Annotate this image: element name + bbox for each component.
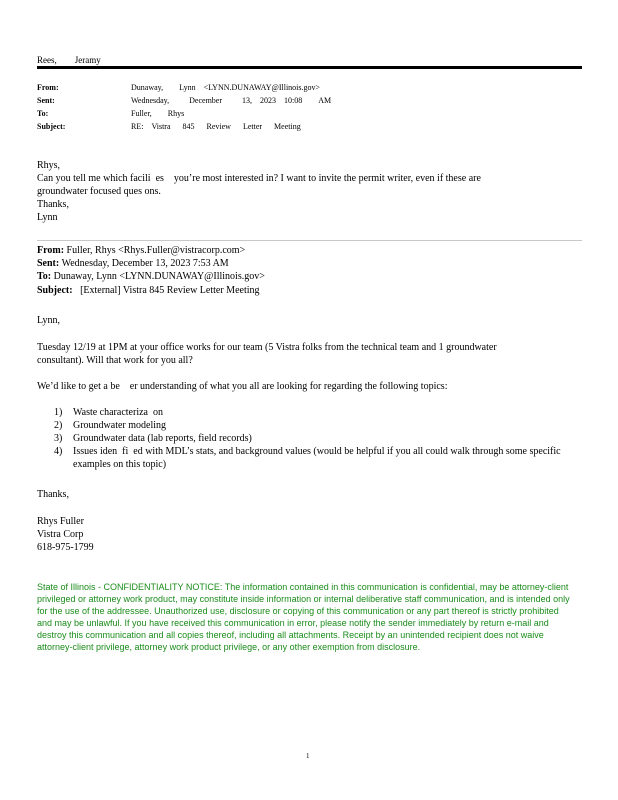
fw-subject-label: Subject: [37,285,73,296]
subject-value: RE: Vistra 845 Review Letter Meeting [131,122,301,131]
fw-signature-phone: 618-975-1799 [37,542,94,553]
confidentiality-notice: State of Illinois - CONFIDENTIALITY NOTICE: The information contained in this communication is confidential, may be attorney-client privileged or attorney work product, may constitute inside information or internal deliberative staff communication, and is intended only for the use of the addressee. Unauthorized use, disclosure or copying of this communication or any part thereof is strictly prohibited and may be unlawful. If you have received this communication in error, please notify the sender immediately by return e-mail and destroy this communication and all copies thereof, including all attachments. Receipt by an unintended recipient does not waive attorney-client privilege, attorney work product privilege, or any other exemption from disclosure. [37,582,570,652]
list-item-number: 2) [54,420,63,431]
quoted-separator [37,240,582,241]
subject-label: Subject: [37,122,66,131]
reply-signature: Lynn [37,212,58,223]
list-item [54,432,573,445]
fw-sent-label: Sent: [37,258,60,269]
list-item [54,445,573,471]
fw-paragraph-2: We’d like to get a be er understanding of what you all are looking for regarding the following topics: [37,381,448,392]
fw-from-label: From: [37,245,65,256]
to-value: Fuller, Rhys [131,109,185,118]
page-number: 1 [306,752,310,760]
list-item-number: 4) [54,446,63,457]
sent-label: Sent: [37,96,55,105]
sent-value: Wednesday, December 13, 2023 10:08 AM [131,96,332,105]
from-value: Dunaway, Lynn <LYNN.DUNAWAY@Illinois.gov> [131,83,321,92]
list-item-text: Issues iden fi ed with MDL’s stats, and background values (would be helpful if you all could walk through some specific examples on this topic) [73,446,561,470]
mailbox-owner-name: Rees, Jeramy [37,55,101,65]
list-item-text: Groundwater modeling [73,420,167,431]
list-item [54,419,573,432]
list-item-text: Waste characteriza on [73,407,163,418]
fw-greeting: Lynn, [37,315,61,326]
list-item-text: Groundwater data (lab reports, field records) [73,433,252,444]
fw-subject-value: [External] Vistra 845 Review Letter Meeting [80,285,260,296]
list-item [54,406,573,419]
fw-to-label: To: [37,271,52,282]
to-label: To: [37,109,49,118]
from-label: From: [37,83,59,92]
fw-signature-name: Rhys Fuller [37,516,84,527]
topics-list [54,406,573,471]
fw-signature-block [37,515,94,554]
fw-para1-line2: consultant). Will that work for you all? [37,355,193,366]
header-rule [37,66,582,69]
fw-to-value: Dunaway, Lynn <LYNN.DUNAWAY@Illinois.gov> [53,271,265,282]
fw-from-value: Fuller, Rhys <Rhys.Fuller@vistracorp.com> [66,245,246,256]
fw-thanks: Thanks, [37,489,69,500]
reply-thanks: Thanks, [37,199,69,210]
reply-greeting: Rhys, [37,160,61,171]
fw-signature-company: Vistra Corp [37,529,84,540]
reply-line-1: Can you tell me which facili es you’re most interested in? I want to invite the permit writer, even if these are [37,173,481,184]
reply-body [37,159,481,224]
reply-line-2: groundwater focused ques ons. [37,186,161,197]
fw-sent-value: Wednesday, December 13, 2023 7:53 AM [61,258,229,269]
list-item-number: 1) [54,407,63,418]
fw-para1-line1: Tuesday 12/19 at 1PM at your office works for our team (5 Vistra folks from the technical team and 1 groundwater [37,342,497,353]
list-item-number: 3) [54,433,63,444]
fw-paragraph-1 [37,341,577,367]
